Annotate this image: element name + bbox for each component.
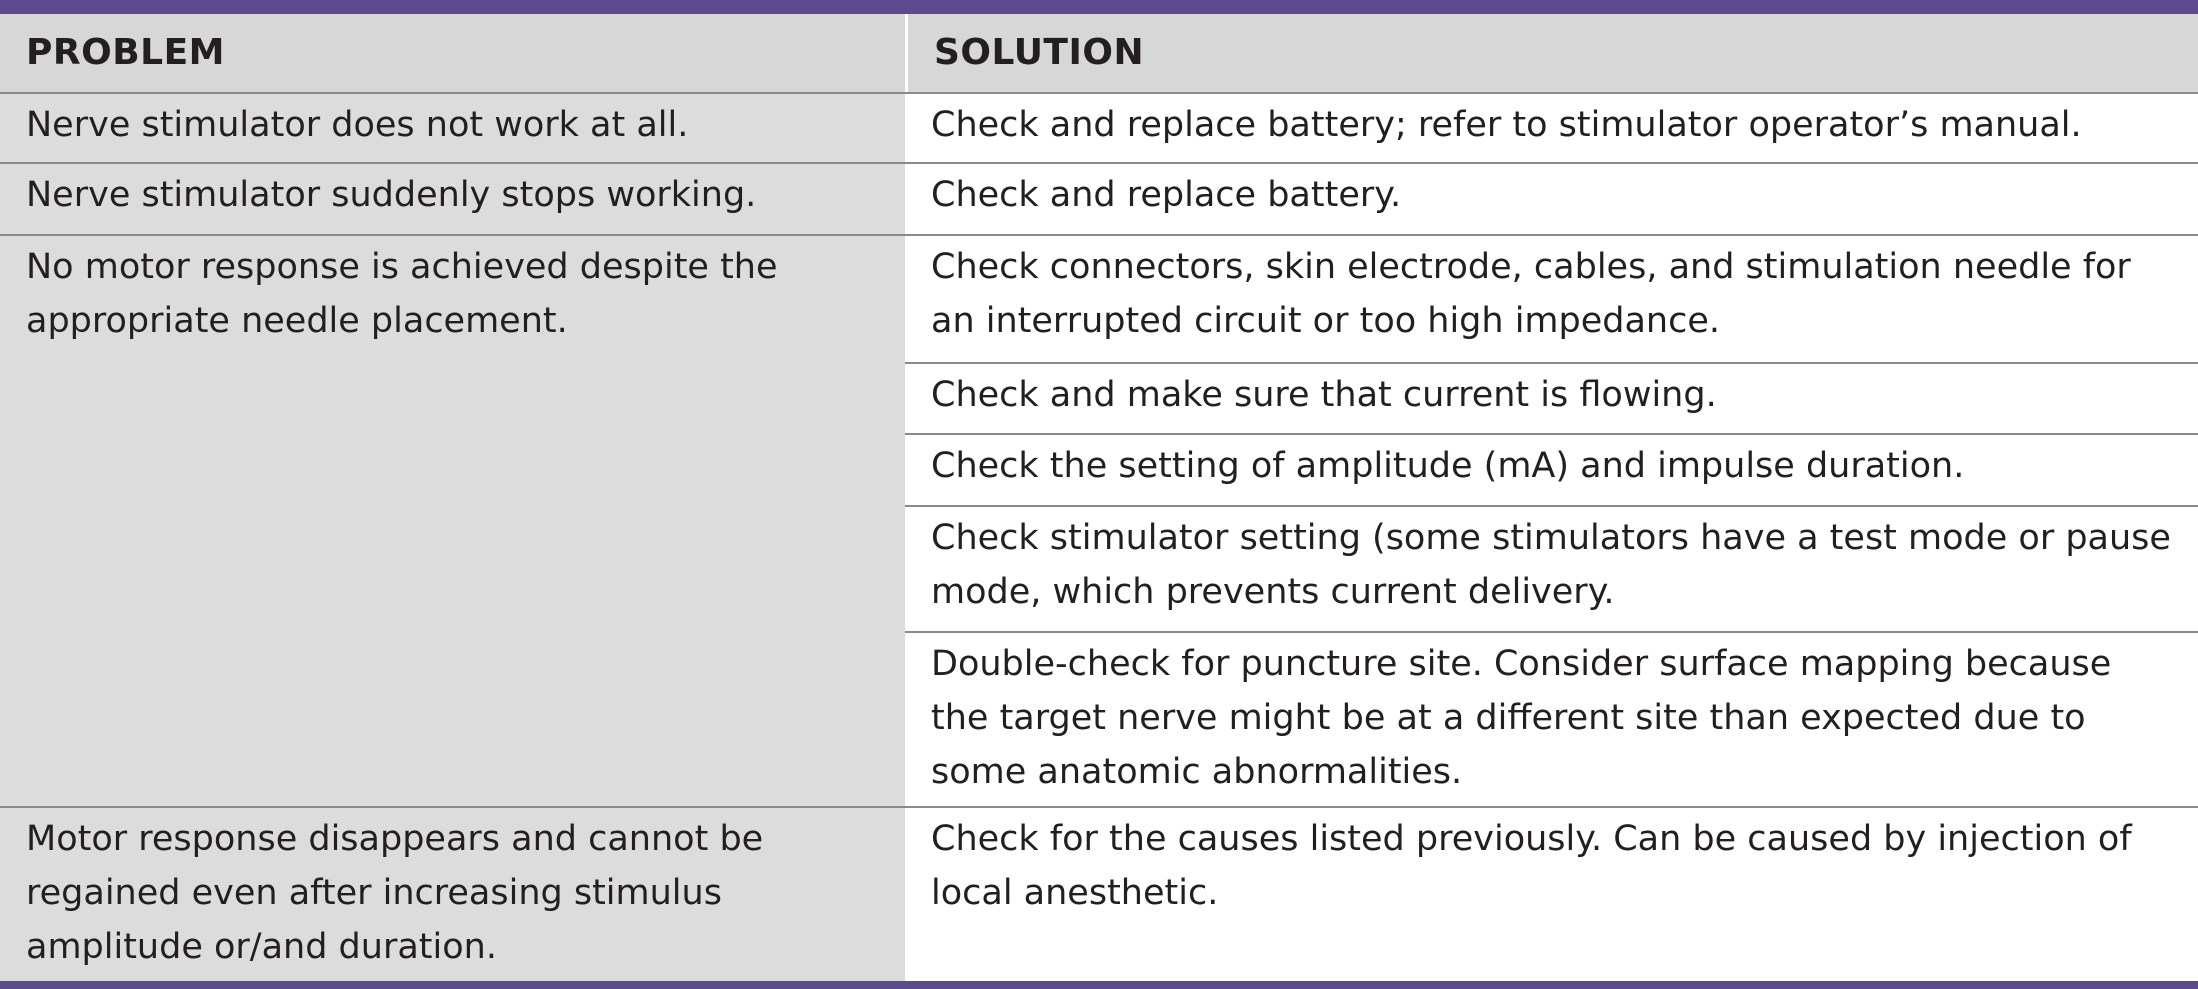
solution-cell: Check for the causes listed previously. Can be caused by injection of local anesthetic. — [905, 808, 2198, 981]
problem-cell: Nerve stimulator suddenly stops working. — [0, 164, 905, 234]
solution-cell: Check and replace battery. — [905, 164, 2198, 234]
table-header-row — [0, 14, 2198, 94]
problem-column-header: PROBLEM — [0, 14, 905, 92]
table-row — [0, 94, 2198, 164]
solution-cell: Check and make sure that current is flowing. — [905, 364, 2198, 435]
problem-cell: Motor response disappears and cannot be regained even after increasing stimulus amplitude or/and duration. — [0, 808, 905, 981]
problem-cell: No motor response is achieved despite the appropriate needle placement. — [0, 236, 905, 806]
solution-column-header: SOLUTION — [905, 14, 2198, 92]
solution-list — [905, 236, 2198, 806]
solution-cell: Double-check for puncture site. Consider surface mapping because the target nerve might be at a different site than expected due to some anatomic abnormalities. — [931, 644, 2112, 792]
problem-cell: Nerve stimulator does not work at all. — [0, 94, 905, 162]
solution-cell: Check stimulator setting (some stimulators have a test mode or pause mode, which prevents current delivery. — [905, 507, 2198, 633]
table-row — [0, 808, 2198, 981]
table-row — [0, 164, 2198, 236]
solution-cell: Check the setting of amplitude (mA) and impulse duration. — [905, 435, 2198, 507]
table-row — [0, 236, 2198, 808]
solution-cell: Check and replace battery; refer to stimulator operator’s manual. — [905, 94, 2198, 162]
solution-cell: Check connectors, skin electrode, cables, and stimulation needle for an interrupted circuit or too high impedance. — [905, 236, 2198, 364]
